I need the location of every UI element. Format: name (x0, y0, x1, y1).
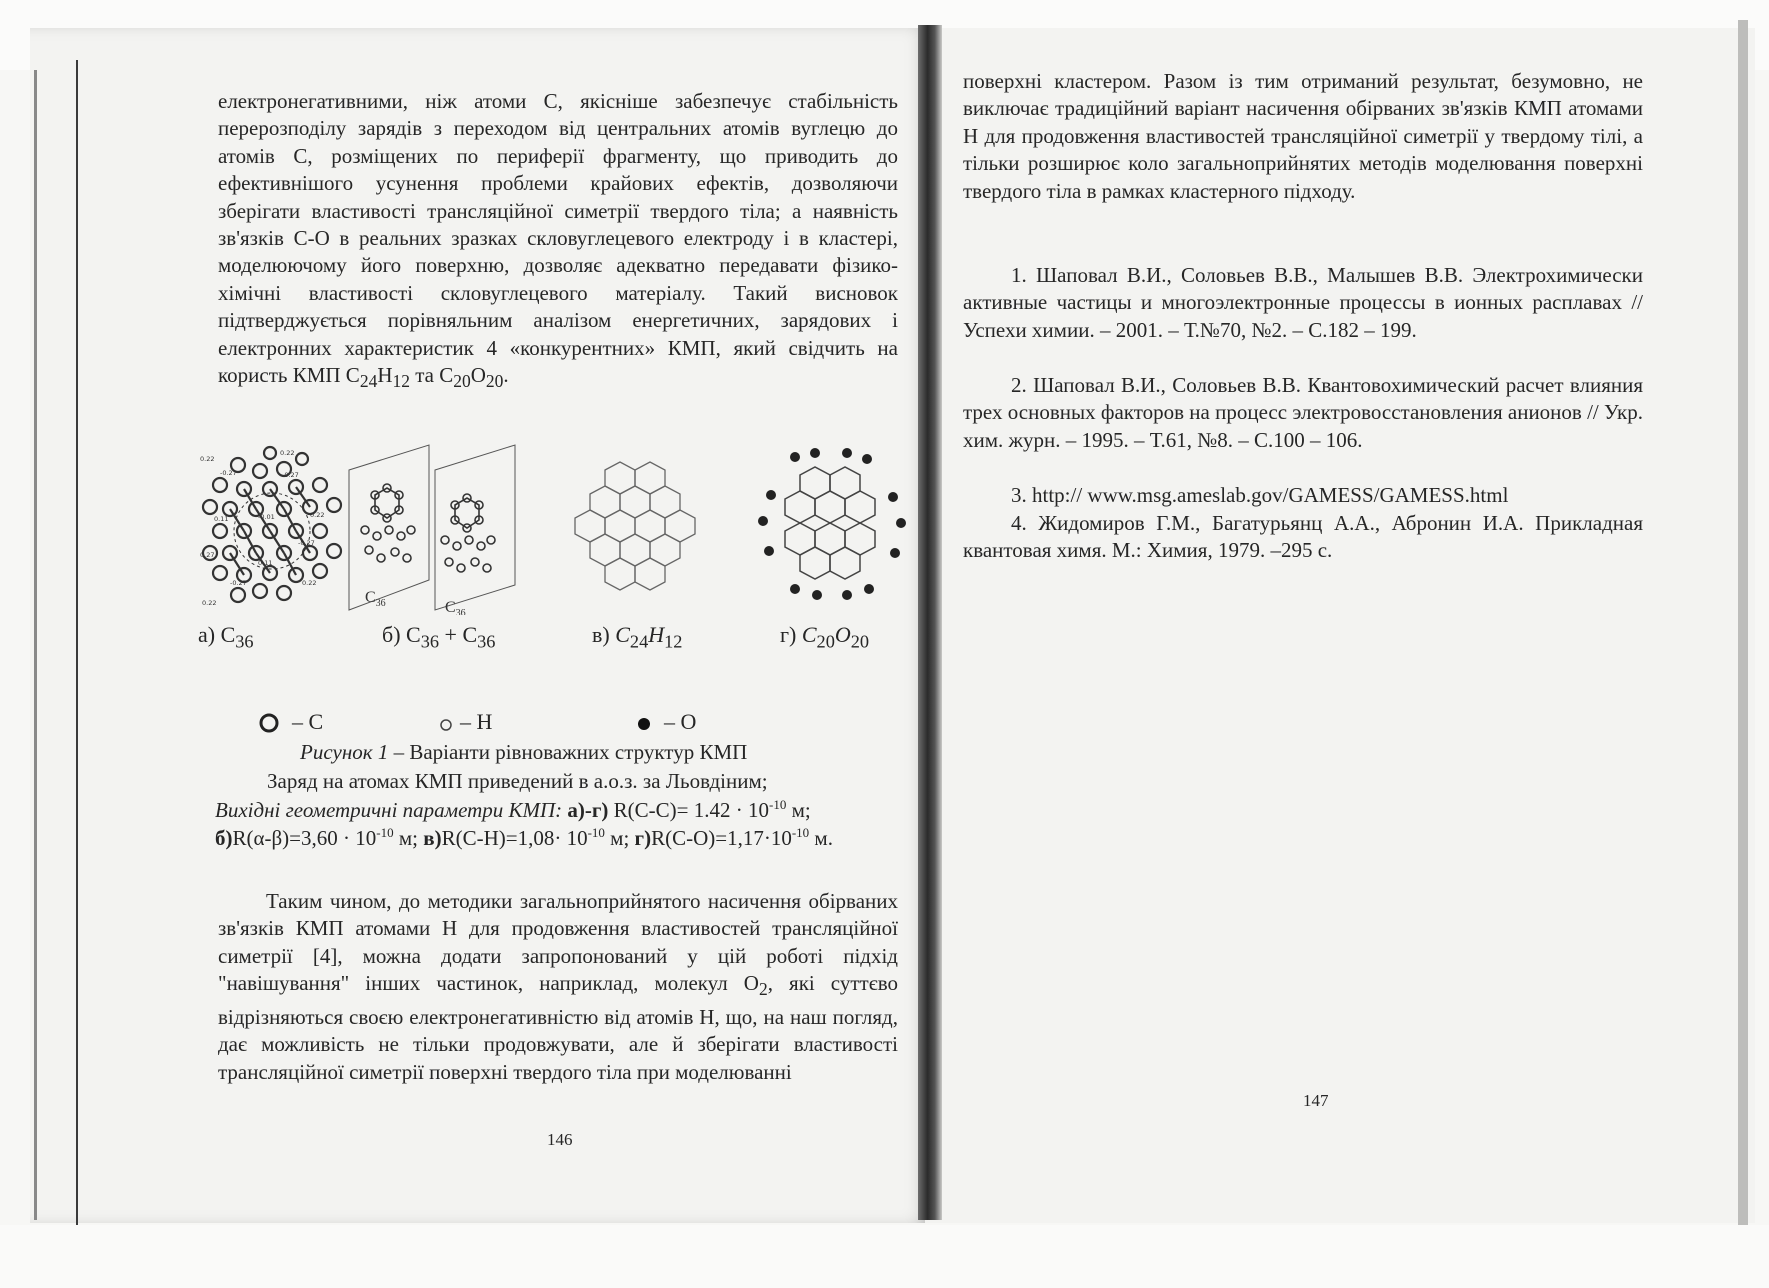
page-number-right: 147 (1303, 1091, 1329, 1110)
reference-2: 2. Шаповал В.И., Соловьев В.В. Квантовохимический расчет влияния трех основных факторов на процесс электровосстановления анионов // Укр. хим. журн. – 1995. – Т.61, №8. – С.100 – 106. (963, 373, 1643, 452)
molecule-figure-c (565, 450, 715, 600)
molecule-figure-a (200, 445, 350, 610)
page-edge-right (1738, 20, 1748, 1250)
figure-caption-title: Рисунок 1 – Варіанти рівноважних структур КМП (300, 740, 748, 764)
svg-text:0.11: 0.11 (214, 515, 229, 523)
figure-caption-distances: $б)R(\alpha-\beta)=3,60 \cdot 10^{-10}$ м; $в)R(C-H)=1,08\cdot 10^{-10}$ м; $г)R(C-O)=1,17\cdot 10^{-10}$ м. (215, 825, 833, 850)
reference-4: 4. Жидомиров Г.М., Багатурьянц А.А., Абронин И.А. Прикладная квантовая химя. М.: Химия, 1979. –295 с. (963, 511, 1643, 563)
page-edge-outer (34, 70, 37, 1220)
svg-text:0.22: 0.22 (202, 599, 217, 607)
svg-text:-0.27: -0.27 (282, 471, 299, 479)
panel-d-label: г) $С_{20}О_{20}$ (780, 622, 870, 652)
svg-text:0.22: 0.22 (310, 511, 325, 519)
svg-text:-0.27: -0.27 (298, 539, 315, 547)
panel-c-label: в) $С_{24}Н_{12}$ (592, 622, 683, 652)
oxygen-legend-icon (636, 716, 652, 732)
legend-carbon-label: – С (292, 709, 324, 734)
svg-text:-0.01: -0.01 (258, 513, 275, 521)
carbon-legend-icon (258, 712, 280, 734)
reference-1: 1. Шаповал В.И., Соловьев В.В., Малышев В.В. Электрохимически активные частицы и многоэлектронные процессы в ионных расплавах // Успехи химии. – 2001. – Т.№70, №2. – С.182 – 199. (963, 263, 1643, 342)
book-gutter (918, 25, 942, 1220)
figure-caption-charge: Заряд на атомах КМП приведений в а.о.з. за Льовдіним; (267, 769, 768, 793)
figure-caption-geometry: Вихідні геометричні параметри КМП: а)-г) $R(C-C)= 1.42 \cdot 10^{-10}$ м; (215, 797, 811, 822)
right-page (925, 28, 1755, 1223)
scan-background-bottom (0, 1225, 1769, 1288)
left-paragraph-1: електронегативними, ніж атоми С, якісніше забезпечує стабільність перерозподілу зарядів з переходом від центральних атомів вуглецю до атомів С, розміщених по периферії фрагменту, що приводить до ефективнішого усунення проблеми крайових ефектів, дозволяючи зберігати властивості трансляційної симетрії твердого тіла; а наявність зв'язків С-О в реальних зразках скловуглецевого електроду і в кластері, моделюючому його поверхню, дозволяє адекватно передавати фізико-хімічні властивості скловуглецевого матеріалу. Такий висновок підтверджується порівняльним аналізом енергетичних, зарядових і електронних характеристик 4 «конкурентних» КМП, який свідчить на користь КМП $С_{24}Н_{12}$ та $С_{20}О_{20}$. (218, 89, 898, 392)
svg-text:0.27: 0.27 (200, 551, 215, 559)
figure-b-inner-label-1: $С_{36}$ (365, 589, 386, 609)
left-paragraph-2: Таким чином, до методики загальноприйнятого насичення обірваних зв'язків КМП атомами Н для продовження властивостей трансляційної симетрії [4], можна додати запропонований у цій роботі підхід "навішування" інших частинок, наприклад, молекул $О_2$, які суттєво відрізняються своєю електронегативністю від атомів Н, що, на наш погляд, дає можливість не тільки продовжувати, але й зберігати властивості трансляційної симетрії поверхні твердого тіла при моделюванні (218, 889, 898, 1084)
svg-text:-0.27: -0.27 (220, 469, 237, 477)
svg-text:-0.27: -0.27 (230, 579, 247, 587)
svg-text:0.22: 0.22 (302, 579, 317, 587)
page-number-left: 146 (547, 1130, 573, 1149)
panel-b-label: б) $С_{36} + С_{36}$ (382, 622, 496, 652)
reference-3: 3. http:// www.msg.ameslab.gov/GAMESS/GAMESS.html (1011, 483, 1509, 507)
molecule-figure-d (755, 445, 915, 605)
page-edge-left (76, 60, 78, 1230)
legend-hydrogen-label: – Н (460, 709, 493, 734)
figure-b-inner-label-2: $С_{36}$ (445, 599, 466, 615)
svg-text:0.11: 0.11 (258, 559, 273, 567)
right-paragraph-1: поверхні кластером. Разом із тим отриманий результат, безумовно, не виключає традиційний варіант насичення обірваних зв'язків КМП атомами Н для продовження властивостей трансляційної симетрії у твердому тілі, а тільки розширює коло загальноприйнятих методів моделювання поверхні твердого тіла в рамках кластерного підходу. (963, 69, 1643, 203)
molecule-figure-b (345, 440, 535, 615)
svg-text:0.22: 0.22 (280, 449, 295, 457)
svg-text:0.22: 0.22 (200, 455, 215, 463)
panel-a-label: а) $С_{36}$ (198, 622, 254, 652)
atom (264, 447, 276, 459)
legend-oxygen-label: – О (664, 709, 697, 734)
hydrogen-legend-icon (439, 718, 453, 732)
